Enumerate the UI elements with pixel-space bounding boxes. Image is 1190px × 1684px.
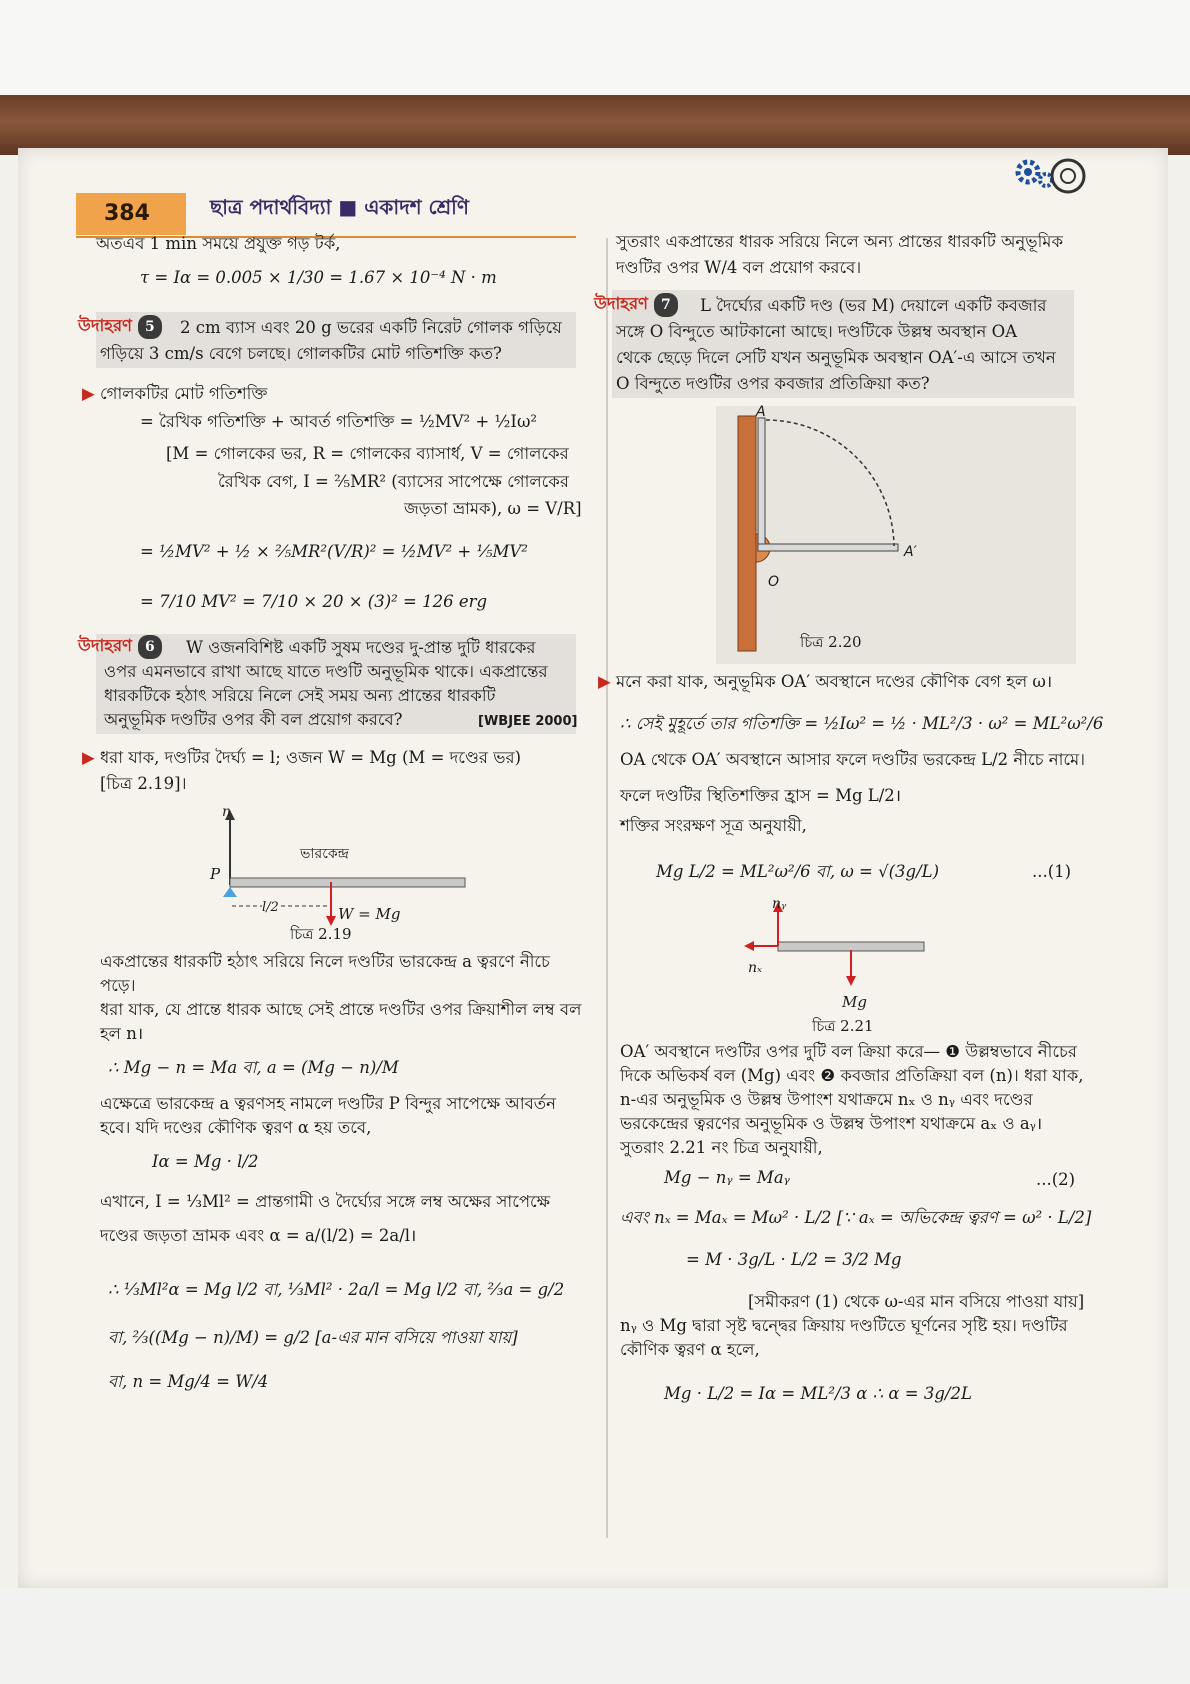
text-line: সুতরাং 2.21 নং চিত্র অনুযায়ী, <box>620 1138 823 1157</box>
figure-2-20-drawing <box>716 406 1076 664</box>
force-ny-label: nᵧ <box>772 896 787 912</box>
equation: বা, n = Mg/4 = W/4 <box>108 1372 269 1391</box>
figure-caption: চিত্র 2.19 <box>290 925 352 943</box>
equation: = রৈখিক গতিশক্তি + আবর্ত গতিশক্তি = ½MV² + ½Iω² <box>140 412 538 431</box>
example-question: L দৈর্ঘ্যের একটি দণ্ড (ভর M) দেয়ালে একটি কবজার <box>700 296 1047 315</box>
example-question: গড়িয়ে 3 cm/s বেগে চলছে। গোলকটির মোট গতিশক্তি কত? <box>100 344 502 363</box>
example-question: ধারকটিকে হঠাৎ সরিয়ে নিলে সেই সময় অন্য প্রান্তের ধারকটি <box>104 686 496 705</box>
equation: Mg L/2 = ML²ω²/6 বা, ω = √(3g/L) <box>656 862 940 881</box>
scan-margin-top <box>0 0 1190 95</box>
example-label: উদাহরণ 6 <box>78 634 162 659</box>
text-line: [চিত্র 2.19]। <box>100 774 187 793</box>
text-line: এক্ষেত্রে ভারকেন্দ্র a ত্বরণসহ নামলে দণ্ডটির P বিন্দুর সাপেক্ষে আবর্তন <box>100 1094 557 1113</box>
figure-caption: চিত্র 2.20 <box>800 633 862 651</box>
exam-reference: [WBJEE 2000] <box>478 714 578 729</box>
example-question: O বিন্দুতে দণ্ডটির ওপর কবজার প্রতিক্রিয়া কত? <box>616 374 930 393</box>
example-question: অনুভূমিক দণ্ডটির ওপর কী বল প্রয়োগ করবে? <box>104 710 403 729</box>
text-line: এখানে, I = ⅓Ml² = প্রান্তগামী ও দৈর্ঘ্যের সঙ্গে লম্ব অক্ষের সাপেক্ষে <box>100 1192 551 1211</box>
force-nx-label: nₓ <box>748 960 762 976</box>
equation: Mg − nᵧ = Maᵧ <box>664 1168 790 1187</box>
text-line: ফলে দণ্ডটির স্থিতিশক্তির হ্রাস = Mg L/2। <box>620 786 902 805</box>
equation: ∴ সেই মুহূর্তে তার গতিশক্তি = ½Iω² = ½ · ML²/3 · ω² = ML²ω²/6 <box>620 714 1104 733</box>
text-line: একপ্রান্তের ধারকটি হঠাৎ সরিয়ে নিলে দণ্ডটির ভারকেন্দ্র a ত্বরণে নীচে <box>100 952 550 971</box>
text-line: ভরকেন্দ্রের ত্বরণের অনুভূমিক ও উল্লম্ব উপাংশ যথাক্রমে aₓ ও aᵧ। <box>620 1114 1043 1133</box>
point-a-label: A <box>756 404 766 420</box>
equation: Iα = Mg · l/2 <box>152 1152 259 1171</box>
point-label: P <box>210 865 221 883</box>
example-label: উদাহরণ 5 <box>78 314 162 339</box>
equation: এবং nₓ = Maₓ = Mω² · L/2 [∵ aₓ = অভিকেন্দ্র ত্বরণ = ω² · L/2] <box>620 1208 1092 1227</box>
solution-line: ▶ গোলকটির মোট গতিশক্তি <box>82 384 268 403</box>
text-line: অতএব 1 min সময়ে প্রযুক্ত গড় টর্ক, <box>96 234 341 253</box>
text-line: পড়ে। <box>100 976 136 995</box>
text-line: দণ্ডটির ওপর W/4 বল প্রয়োগ করবে। <box>616 258 862 277</box>
table-surface <box>0 95 1190 155</box>
text-line: কৌণিক ত্বরণ α হলে, <box>620 1340 760 1359</box>
text-line: ধরা যাক, যে প্রান্তে ধারক আছে সেই প্রান্তে দণ্ডটির ওপর ক্রিয়াশীল লম্ব বল <box>100 1000 582 1019</box>
text-line: দণ্ডের জড়তা ভ্রামক এবং α = a/(l/2) = 2a/l। <box>100 1226 417 1245</box>
centroid-label: ভারকেন্দ্র <box>300 846 349 862</box>
solution-line: ▶ মনে করা যাক, অনুভূমিক OA′ অবস্থানে দণ্ডের কৌণিক বেগ হল ω। <box>598 672 1053 691</box>
equation: = ½MV² + ½ × ⅖MR²(V/R)² = ½MV² + ⅕MV² <box>140 542 528 561</box>
force-mg-label: Mg <box>842 993 867 1011</box>
figure-caption: চিত্র 2.21 <box>812 1017 874 1035</box>
equation: = 7/10 MV² = 7/10 × 20 × (3)² = 126 erg <box>140 592 488 611</box>
solution-line: ▶ ধরা যাক, দণ্ডটির দৈর্ঘ্য = l; ওজন W = Mg (M = দণ্ডের ভর) <box>82 748 522 767</box>
equation: = M · 3g/L · L/2 = 3/2 Mg <box>686 1250 902 1269</box>
force-label: n <box>222 804 232 820</box>
point-o-label: O <box>768 574 780 590</box>
text-line: [M = গোলকের ভর, R = গোলকের ব্যাসার্ধ, V = গোলকের <box>166 444 569 463</box>
equation: বা, ⅔((Mg − n)/M) = g/2 [a-এর মান বসিয়ে পাওয়া যায়] <box>108 1328 518 1347</box>
equation: Mg · L/2 = Iα = ML²/3 α ∴ α = 3g/2L <box>664 1384 972 1403</box>
length-label: l/2 <box>262 896 279 920</box>
text-line: হল n। <box>100 1024 144 1043</box>
text-line: n-এর অনুভূমিক ও উল্লম্ব উপাংশ যথাক্রমে nₓ ও nᵧ এবং দণ্ডের <box>620 1090 1033 1109</box>
text-line: সুতরাং একপ্রান্তের ধারক সরিয়ে নিলে অন্য প্রান্তের ধারকটি অনুভূমিক <box>616 232 1063 251</box>
page-number: 384 <box>76 193 186 235</box>
text-line: দিকে অভিকর্ষ বল (Mg) এবং ❷ কবজার প্রতিক্রিয়া বল (n)। ধরা যাক, <box>620 1066 1084 1085</box>
example-question: W ওজনবিশিষ্ট একটি সুষম দণ্ডের দু-প্রান্ত দুটি ধারকের <box>186 638 536 657</box>
scan-margin-bottom <box>0 1588 1190 1684</box>
text-line: হবে। যদি দণ্ডের কৌণিক ত্বরণ α হয় তবে, <box>100 1118 372 1137</box>
column-divider <box>606 238 608 1538</box>
text-line: nᵧ ও Mg দ্বারা সৃষ্ট দ্বন্দ্বের ক্রিয়ায় দণ্ডটিতে ঘূর্ণনের সৃষ্টি হয়। দণ্ডটির <box>620 1316 1068 1335</box>
example-question: সঙ্গে O বিন্দুতে আটকানো আছে। দণ্ডটিকে উল্লম্ব অবস্থান OA <box>616 322 1018 341</box>
text-line: জড়তা ভ্রামক), ω = V/R] <box>404 499 582 518</box>
text-line: OA থেকে OA′ অবস্থানে আসার ফলে দণ্ডটির ভরকেন্দ্র L/2 নীচে নামে। <box>620 750 1086 769</box>
book-title: ছাত্র পদার্থবিদ্যা ■ একাদশ শ্রেণি <box>210 195 469 219</box>
equation-tag: ...(1) <box>1032 862 1072 881</box>
text-line: রৈখিক বেগ, I = ⅖MR² (ব্যাসের সাপেক্ষে গোলকের <box>218 472 569 491</box>
text-line: OA′ অবস্থানে দণ্ডটির ওপর দুটি বল ক্রিয়া করে— ❶ উল্লম্বভাবে নীচের <box>620 1042 1077 1061</box>
equation: ∴ ⅓Ml²α = Mg l/2 বা, ⅓Ml² · 2a/l = Mg l/2 বা, ⅔a = g/2 <box>108 1280 565 1299</box>
weight-label: W = Mg <box>338 905 401 923</box>
equation: τ = Iα = 0.005 × 1/30 = 1.67 × 10⁻⁴ N · m <box>140 268 497 287</box>
gear-logo-icon <box>1010 150 1090 206</box>
text-line: শক্তির সংরক্ষণ সূত্র অনুযায়ী, <box>620 816 807 835</box>
equation: ∴ Mg − n = Ma বা, a = (Mg − n)/M <box>108 1058 399 1077</box>
equation-tag: ...(2) <box>1036 1170 1076 1189</box>
point-a-prime-label: A′ <box>904 544 917 560</box>
example-label: উদাহরণ 7 <box>594 292 678 317</box>
example-question: 2 cm ব্যাস এবং 20 g ভরের একটি নিরেট গোলক গড়িয়ে <box>180 318 562 337</box>
example-question: ওপর এমনভাবে রাখা আছে যাতে দণ্ডটি অনুভূমিক থাকে। একপ্রান্তের <box>104 662 548 681</box>
text-line: [সমীকরণ (1) থেকে ω-এর মান বসিয়ে পাওয়া যায়] <box>748 1292 1085 1311</box>
example-question: থেকে ছেড়ে দিলে সেটি যখন অনুভূমিক অবস্থান OA′-এ আসে তখন <box>616 348 1056 367</box>
